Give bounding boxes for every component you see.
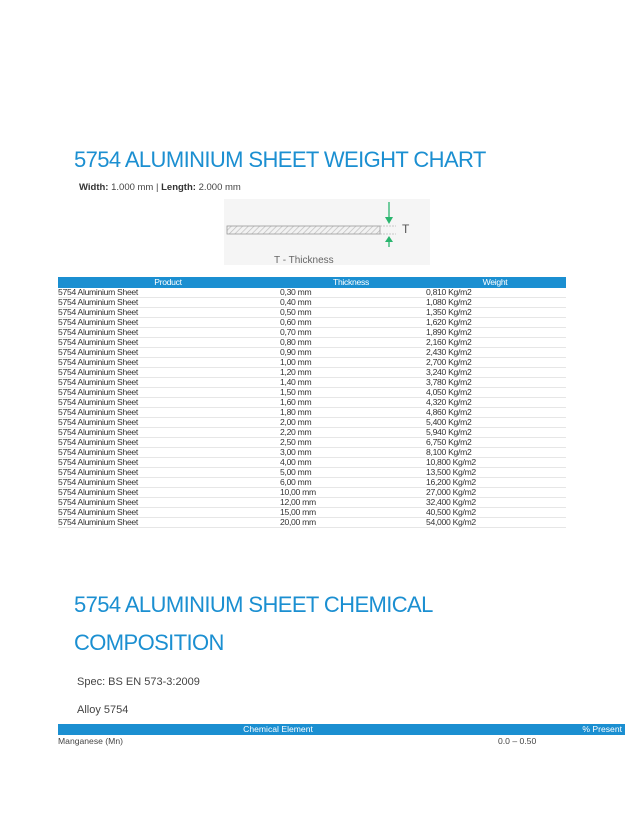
table-row (58, 498, 566, 508)
cell-thickness: 2,50 mm (278, 438, 424, 448)
cell-weight: 3,780 Kg/m2 (424, 378, 566, 388)
cell-thickness: 3,00 mm (278, 448, 424, 458)
table-row (58, 478, 566, 488)
cell-weight: 1,620 Kg/m2 (424, 318, 566, 328)
column-header-element: Chemical Element (58, 724, 498, 735)
cell-product: 5754 Aluminium Sheet (58, 288, 278, 298)
table-row (58, 508, 566, 518)
cell-thickness: 0,40 mm (278, 298, 424, 308)
cell-weight: 4,860 Kg/m2 (424, 408, 566, 418)
table-row (58, 398, 566, 408)
cell-product: 5754 Aluminium Sheet (58, 348, 278, 358)
cell-weight: 1,350 Kg/m2 (424, 308, 566, 318)
column-header-thickness: Thickness (278, 277, 424, 288)
cell-weight: 1,890 Kg/m2 (424, 328, 566, 338)
cell-thickness: 15,00 mm (278, 508, 424, 518)
cell-thickness: 20,00 mm (278, 518, 424, 528)
table-row (58, 308, 566, 318)
table-row (58, 418, 566, 428)
table-row (58, 458, 566, 468)
cell-thickness: 0,90 mm (278, 348, 424, 358)
cell-product: 5754 Aluminium Sheet (58, 298, 278, 308)
cell-product: 5754 Aluminium Sheet (58, 388, 278, 398)
table-row (58, 298, 566, 308)
table-row (58, 408, 566, 418)
sheet-cross-section-illustration (224, 199, 430, 265)
weight-table (58, 277, 566, 528)
cell-thickness: 0,70 mm (278, 328, 424, 338)
cell-product: 5754 Aluminium Sheet (58, 308, 278, 318)
cell-weight: 32,400 Kg/m2 (424, 498, 566, 508)
cell-product: 5754 Aluminium Sheet (58, 448, 278, 458)
cell-thickness: 1,20 mm (278, 368, 424, 378)
cell-product: 5754 Aluminium Sheet (58, 318, 278, 328)
thickness-marker: T (402, 222, 410, 236)
cell-weight: 40,500 Kg/m2 (424, 508, 566, 518)
cell-thickness: 4,00 mm (278, 458, 424, 468)
table-row (58, 468, 566, 478)
cell-product: 5754 Aluminium Sheet (58, 488, 278, 498)
table-row (58, 438, 566, 448)
cell-product: 5754 Aluminium Sheet (58, 378, 278, 388)
cell-thickness: 1,60 mm (278, 398, 424, 408)
cell-thickness: 1,40 mm (278, 378, 424, 388)
table-row (58, 428, 566, 438)
table-row (58, 338, 566, 348)
cell-weight: 2,430 Kg/m2 (424, 348, 566, 358)
table-row (58, 488, 566, 498)
cell-weight: 2,700 Kg/m2 (424, 358, 566, 368)
table-row (58, 518, 566, 528)
table-row (58, 328, 566, 338)
cell-product: 5754 Aluminium Sheet (58, 328, 278, 338)
cell-thickness: 0,60 mm (278, 318, 424, 328)
width-label: Width: (79, 182, 109, 193)
table-row (58, 388, 566, 398)
composition-spec: Spec: BS EN 573-3:2009 (77, 676, 200, 688)
cell-percent: 0.0 – 0.50 (498, 736, 537, 746)
cell-thickness: 0,30 mm (278, 288, 424, 298)
composition-alloy: Alloy 5754 (77, 704, 129, 716)
composition-table (58, 724, 625, 747)
table-row (58, 368, 566, 378)
cell-weight: 27,000 Kg/m2 (424, 488, 566, 498)
cell-thickness: 1,50 mm (278, 388, 424, 398)
cell-product: 5754 Aluminium Sheet (58, 338, 278, 348)
cell-thickness: 0,50 mm (278, 308, 424, 318)
length-label: Length: (161, 182, 196, 193)
cell-weight: 13,500 Kg/m2 (424, 468, 566, 478)
composition-table-header (58, 724, 625, 735)
cell-thickness: 10,00 mm (278, 488, 424, 498)
cell-weight: 54,000 Kg/m2 (424, 518, 566, 528)
table-row (58, 318, 566, 328)
cell-product: 5754 Aluminium Sheet (58, 518, 278, 528)
table-row (58, 735, 625, 747)
cell-product: 5754 Aluminium Sheet (58, 418, 278, 428)
column-header-percent: % Present (498, 724, 625, 735)
cell-weight: 4,050 Kg/m2 (424, 388, 566, 398)
cell-weight: 0,810 Kg/m2 (424, 288, 566, 298)
cell-product: 5754 Aluminium Sheet (58, 398, 278, 408)
cell-product: 5754 Aluminium Sheet (58, 468, 278, 478)
cell-weight: 5,400 Kg/m2 (424, 418, 566, 428)
cell-weight: 8,100 Kg/m2 (424, 448, 566, 458)
width-value: 1.000 mm (111, 182, 154, 193)
table-row (58, 358, 566, 368)
column-header-product: Product (58, 277, 278, 288)
composition-title-line2: COMPOSITION (74, 630, 224, 655)
cell-weight: 10,800 Kg/m2 (424, 458, 566, 468)
diagram-caption: T - Thickness (274, 255, 334, 265)
cell-product: 5754 Aluminium Sheet (58, 458, 278, 468)
sheet-dimensions (79, 182, 241, 193)
cell-thickness: 5,00 mm (278, 468, 424, 478)
weight-chart-title: 5754 ALUMINIUM SHEET WEIGHT CHART (74, 147, 486, 172)
cell-product: 5754 Aluminium Sheet (58, 498, 278, 508)
table-row (58, 348, 566, 358)
length-value: 2.000 mm (198, 182, 241, 193)
cell-product: 5754 Aluminium Sheet (58, 408, 278, 418)
cell-product: 5754 Aluminium Sheet (58, 478, 278, 488)
cell-thickness: 12,00 mm (278, 498, 424, 508)
cell-weight: 3,240 Kg/m2 (424, 368, 566, 378)
cell-element: Manganese (Mn) (58, 736, 123, 746)
column-header-weight: Weight (424, 277, 566, 288)
cell-thickness: 2,20 mm (278, 428, 424, 438)
cell-weight: 4,320 Kg/m2 (424, 398, 566, 408)
cell-thickness: 2,00 mm (278, 418, 424, 428)
dimension-separator: | (156, 182, 159, 193)
cell-product: 5754 Aluminium Sheet (58, 438, 278, 448)
thickness-diagram (224, 199, 430, 265)
cell-weight: 16,200 Kg/m2 (424, 478, 566, 488)
cell-product: 5754 Aluminium Sheet (58, 368, 278, 378)
table-row (58, 448, 566, 458)
cell-thickness: 6,00 mm (278, 478, 424, 488)
cell-weight: 1,080 Kg/m2 (424, 298, 566, 308)
cell-thickness: 1,80 mm (278, 408, 424, 418)
cell-product: 5754 Aluminium Sheet (58, 428, 278, 438)
cell-weight: 6,750 Kg/m2 (424, 438, 566, 448)
composition-title-line1: 5754 ALUMINIUM SHEET CHEMICAL (74, 592, 433, 617)
cell-thickness: 0,80 mm (278, 338, 424, 348)
cell-product: 5754 Aluminium Sheet (58, 358, 278, 368)
cell-thickness: 1,00 mm (278, 358, 424, 368)
cell-weight: 5,940 Kg/m2 (424, 428, 566, 438)
sheet-shape (227, 226, 380, 234)
cell-weight: 2,160 Kg/m2 (424, 338, 566, 348)
cell-product: 5754 Aluminium Sheet (58, 508, 278, 518)
table-row (58, 378, 566, 388)
